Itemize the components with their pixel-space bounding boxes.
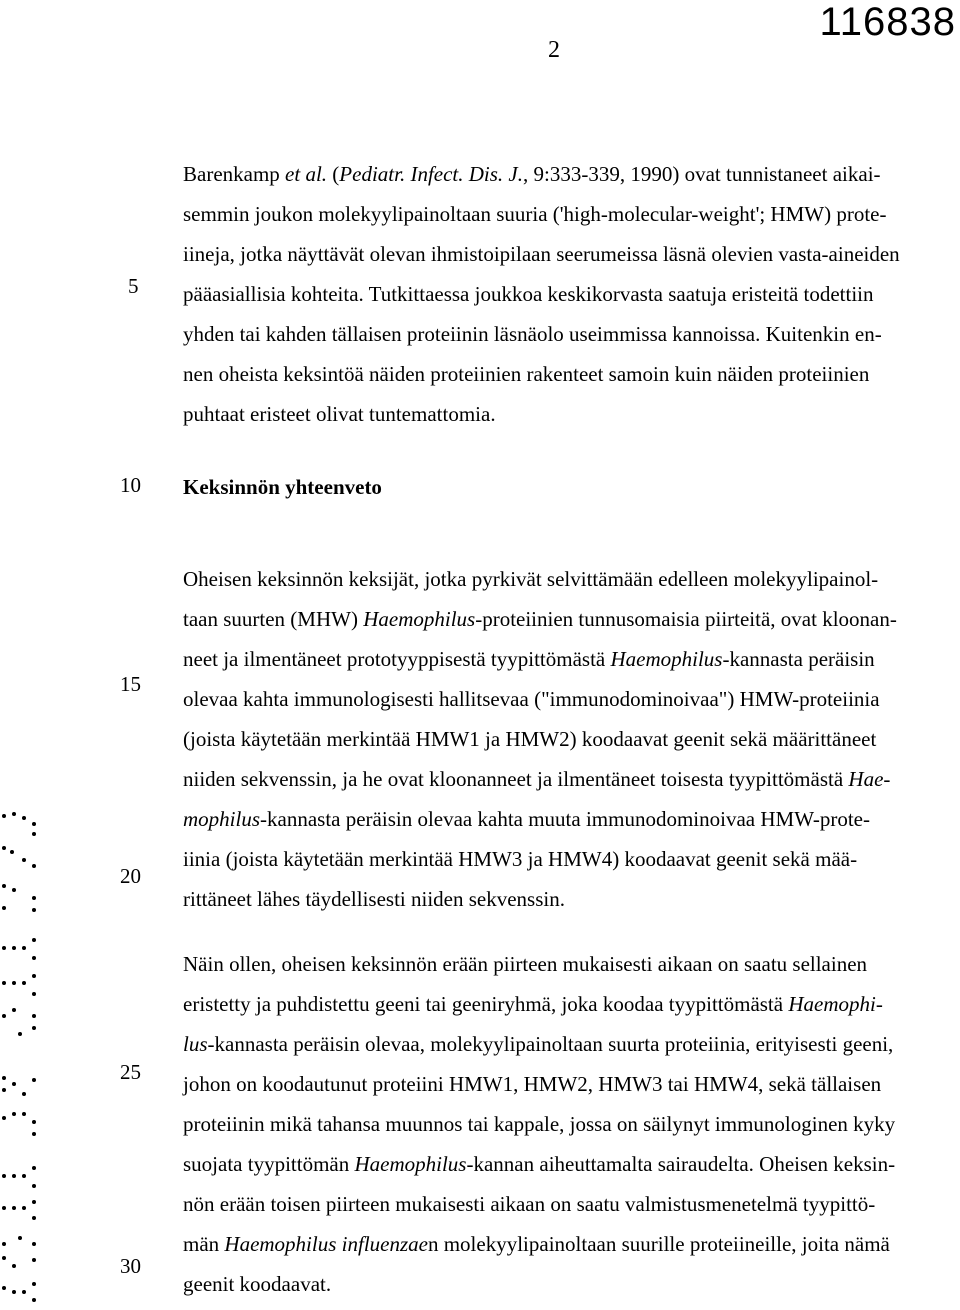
- text-span: pääasiallisia kohteita. Tutkittaessa joukkoa keskikorvasta saatuja eristeitä todettiin: [183, 282, 874, 306]
- italic-text: lus: [183, 1032, 208, 1056]
- text-span: (joista käytetään merkintää HMW1 ja HMW2) koodaavat geenit sekä määrittäneet: [183, 727, 877, 751]
- line-number: 5: [128, 274, 139, 298]
- line-number: 10: [120, 473, 141, 497]
- text-span: johon on koodautunut proteiini HMW1, HMW2, HMW3 tai HMW4, sekä tällaisen: [183, 1072, 882, 1096]
- text-span: neet ja ilmentäneet prototyyppisestä tyypittömästä: [183, 647, 611, 671]
- text-span: Keksinnön yhteenveto: [183, 475, 382, 499]
- text-span: iineja, jotka näyttävät olevan ihmistoipilaan seerumeissa läsnä olevien vasta-aineiden: [183, 242, 900, 266]
- text-span: suojata tyypittömän: [183, 1152, 355, 1176]
- text-span: niiden sekvenssin, ja he ovat kloonanneet ja ilmentäneet toisesta tyypittömästä: [183, 767, 849, 791]
- text-line: [183, 240, 900, 268]
- text-span: n molekyylipainoltaan suurille proteiineille, joita nämä: [427, 1232, 890, 1256]
- italic-text: Haemophilus: [610, 647, 723, 671]
- text-line: [183, 1270, 331, 1298]
- text-line: [183, 200, 886, 228]
- page-number: 2: [548, 37, 560, 63]
- italic-text: et al.: [285, 162, 328, 186]
- italic-text: Haemophilus influenzae: [224, 1232, 428, 1256]
- text-span: iinia (joista käytetään merkintää HMW3 ja HMW4) koodaavat geenit sekä mää-: [183, 847, 858, 871]
- text-span: rittäneet lähes täydellisesti niiden sekvenssin.: [183, 887, 565, 911]
- text-line: [183, 1190, 875, 1218]
- text-line: [183, 725, 876, 753]
- text-line: [183, 1070, 881, 1098]
- text-line: [183, 845, 857, 873]
- italic-text: Haemophilus: [363, 607, 476, 631]
- text-span: nön erään toisen piirteen mukaisesti aikaan on saatu valmistusmenetelmä tyypittö-: [183, 1192, 876, 1216]
- text-line: [183, 1110, 895, 1138]
- text-line: [183, 1230, 890, 1258]
- line-number: 30: [120, 1254, 141, 1278]
- text-line: [183, 280, 874, 308]
- text-line: [183, 950, 867, 978]
- text-line: [183, 160, 881, 188]
- italic-text: Hae-: [848, 767, 891, 791]
- text-span: (: [327, 162, 340, 186]
- document-number: 116838: [819, 0, 956, 44]
- margin-dot-marks: [0, 808, 42, 1308]
- text-span: Oheisen keksinnön keksijät, jotka pyrkivät selvittämään edelleen molekyylipainol-: [183, 567, 879, 591]
- italic-text: Pediatr. Infect. Dis. J.: [339, 162, 524, 186]
- text-line: [183, 645, 875, 673]
- text-span: olevaa kahta immunologisesti hallitsevaa ("immunodominoivaa") HMW-proteiinia: [183, 687, 880, 711]
- text-line: [183, 320, 882, 348]
- text-span: , 9:333-339, 1990) ovat tunnistaneet aikai-: [523, 162, 881, 186]
- section-heading: [183, 473, 382, 501]
- text-line: [183, 805, 870, 833]
- text-line: [183, 565, 878, 593]
- text-line: [183, 1150, 895, 1178]
- text-span: semmin joukon molekyylipainoltaan suuria ('high-molecular-weight'; HMW) prote-: [183, 202, 887, 226]
- text-span: -kannasta peräisin olevaa kahta muuta immunodominoivaa HMW-prote-: [260, 807, 870, 831]
- text-span: taan suurten (MHW): [183, 607, 364, 631]
- text-span: nen oheista keksintöä näiden proteiinien rakenteet samoin kuin näiden proteiinien: [183, 362, 870, 386]
- text-span: Näin ollen, oheisen keksinnön erään piirteen mukaisesti aikaan on saatu sellainen: [183, 952, 868, 976]
- italic-text: Haemophi-: [788, 992, 883, 1016]
- line-number: 15: [120, 672, 141, 696]
- text-span: yhden tai kahden tällaisen proteiinin läsnäolo useimmissa kannoissa. Kuitenkin en-: [183, 322, 882, 346]
- text-span: Barenkamp: [183, 162, 286, 186]
- text-span: -kannasta peräisin olevaa, molekyylipainoltaan suurta proteiinia, erityisesti geeni,: [207, 1032, 894, 1056]
- text-line: [183, 605, 897, 633]
- text-line: [183, 685, 880, 713]
- text-line: [183, 765, 890, 793]
- text-line: [183, 885, 565, 913]
- line-number: 20: [120, 864, 141, 888]
- text-span: geenit koodaavat.: [183, 1272, 332, 1296]
- text-span: proteiinin mikä tahansa muunnos tai kappale, jossa on säilynyt immunologinen kyky: [183, 1112, 896, 1136]
- text-line: [183, 1030, 893, 1058]
- line-number: 25: [120, 1060, 141, 1084]
- text-span: -kannan aiheuttamalta sairaudelta. Oheisen keksin-: [466, 1152, 896, 1176]
- text-span: -proteiinien tunnusomaisia piirteitä, ovat kloonan-: [475, 607, 897, 631]
- text-span: eristetty ja puhdistettu geeni tai geeniryhmä, joka koodaa tyypittömästä: [183, 992, 789, 1016]
- italic-text: mophilus: [183, 807, 261, 831]
- text-span: män: [183, 1232, 225, 1256]
- text-line: [183, 990, 883, 1018]
- text-line: [183, 360, 869, 388]
- text-span: -kannasta peräisin: [722, 647, 875, 671]
- text-line: [183, 400, 496, 428]
- italic-text: Haemophilus: [354, 1152, 467, 1176]
- text-span: puhtaat eristeet olivat tuntemattomia.: [183, 402, 496, 426]
